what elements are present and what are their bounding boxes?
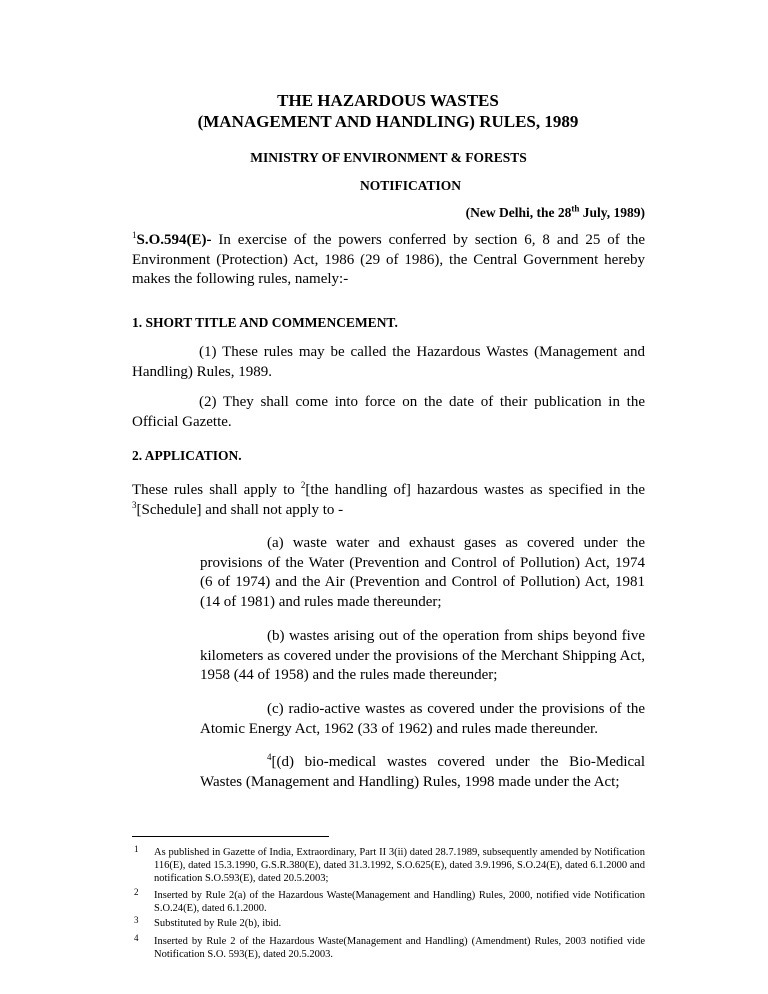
footnote-1: 1 As published in Gazette of India, Extraordinary, Part II 3(ii) dated 28.7.1989, subsequently amended by Notification 116(E), dated 15.3.1990, G.S.R.380(E), dated 31.3.1992, S.O.625(E), dated 3.9.1996, S.O.24(E), dated 6.1.2000 and notification S.O.593(E), dated 20.5.2003; — [134, 844, 645, 884]
footnote-ref[interactable]: 2 — [300, 480, 306, 490]
section-1-para-2: (2) They shall come into force on the date of their publication in the Official Gazette. — [132, 394, 645, 430]
ministry-heading: MINISTRY OF ENVIRONMENT & FORESTS — [250, 150, 527, 165]
intro-paragraph: $^1$S.O.594(E)- In exercise of the powers conferred by section 6, 8 and 25 of the Environment (Protection) Act, 1986 (29 of 1986), the Central Government hereby makes the following rules, namely:- — [132, 230, 645, 287]
footnote-ref[interactable]: 3 — [132, 499, 137, 510]
section-1-para-1: (1) These rules may be called the Hazardous Wastes (Management and Handling) Rules, 1989. — [132, 344, 645, 380]
section-2-intro: These rules shall apply to $^2$[the handling of] hazardous wastes as specified in the $^3$[Schedule] and shall not apply to - — [132, 480, 646, 518]
footnote-divider — [132, 836, 329, 837]
footnote-4: 4 Inserted by Rule 2 of the Hazardous Waste(Management and Handling) (Amendment) Rules, 2003 notified vide Notification S.O. 593(E), dated 20.5.2003. — [134, 933, 645, 960]
footnote-ref[interactable]: 1 — [132, 230, 137, 240]
notification-heading: NOTIFICATION — [360, 178, 462, 193]
footnote-3: 3 Substituted by Rule 2(b), ibid. — [134, 915, 282, 929]
clause-a: (a) waste water and exhaust gases as covered under the provisions of the Water (Prevention and Control of Pollution) Act, 1974 (6 of 1974) and the Air (Prevention and Control of Pollution) Act, 1981 (14 of 1981) and rules made thereunder; — [200, 535, 645, 610]
clause-b: (b) wastes arising out of the operation from ships beyond five kilometers as covered under the provisions of the Merchant Shipping Act, 1958 (44 of 1958) and the rules made thereunder; — [200, 628, 645, 683]
notification-date: (New Delhi, the 28th July, 1989) — [465, 203, 645, 220]
footnote-ref[interactable]: 4 — [267, 752, 272, 762]
clause-c: (c) radio-active wastes as covered under the provisions of the Atomic Energy Act, 1962 (33 of 1962) and rules made thereunder. — [200, 701, 645, 737]
section-1-heading: 1. SHORT TITLE AND COMMENCEMENT. — [132, 315, 398, 330]
section-2-heading: 2. APPLICATION. — [132, 448, 242, 463]
document-title — [0, 90, 768, 132]
title-line-2: (MANAGEMENT AND HANDLING) RULES, 1989 — [197, 112, 579, 131]
clause-d: $^4$[(d) bio-medical wastes covered under the Bio-Medical Wastes (Management and Handling) Rules, 1998 made under the Act; — [200, 752, 645, 790]
footnote-2: 2 Inserted by Rule 2(a) of the Hazardous Waste(Management and Handling) Rules, 2000, notified vide Notification S.O.24(E), dated 6.1.2000. — [134, 887, 645, 914]
title-line-1: THE HAZARDOUS WASTES — [277, 91, 499, 110]
